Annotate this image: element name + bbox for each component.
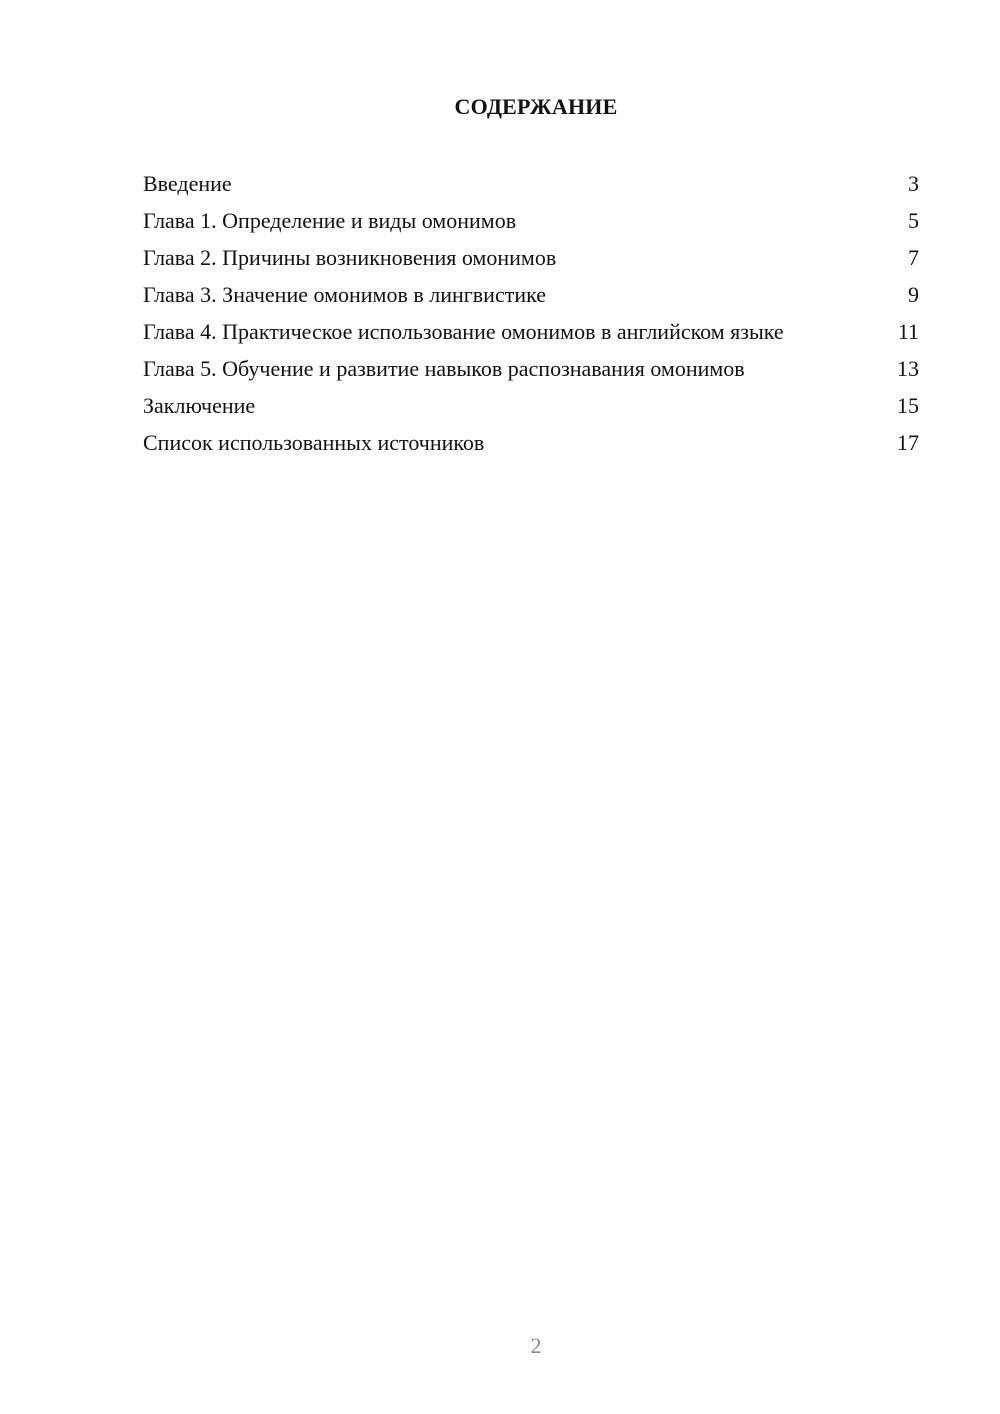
page-title: СОДЕРЖАНИЕ bbox=[454, 94, 618, 119]
toc-entry-label: Список использованных источников bbox=[143, 430, 485, 455]
toc-entry-label: Глава 4. Практическое использование омонимов в английском языке bbox=[143, 319, 784, 344]
toc-entry-conclusion bbox=[143, 392, 919, 419]
toc-entry-chapter-2 bbox=[143, 244, 919, 271]
toc-entry-page: 3 bbox=[908, 171, 919, 196]
toc-entry-references bbox=[143, 429, 919, 456]
toc-entry-label: Глава 1. Определение и виды омонимов bbox=[143, 208, 517, 233]
toc-entry-page: 13 bbox=[897, 356, 919, 381]
toc-entry-page: 9 bbox=[908, 282, 919, 307]
page-number: 2 bbox=[530, 1333, 542, 1358]
toc-entry-chapter-4 bbox=[143, 318, 919, 345]
toc-entry-chapter-5 bbox=[143, 355, 919, 382]
toc-entry-page: 7 bbox=[908, 245, 919, 270]
toc-entry-page: 17 bbox=[897, 430, 919, 455]
toc-entry-chapter-1 bbox=[143, 207, 919, 234]
toc-entry-label: Глава 3. Значение омонимов в лингвистике bbox=[143, 282, 547, 307]
toc-entry-page: 15 bbox=[897, 393, 919, 418]
toc-entry-page: 5 bbox=[908, 208, 919, 233]
toc-entry-label: Заключение bbox=[143, 393, 256, 418]
toc-entry-chapter-3 bbox=[143, 281, 919, 308]
toc-entry-label: Глава 2. Причины возникновения омонимов bbox=[143, 245, 557, 270]
toc-entry-introduction bbox=[143, 170, 919, 197]
toc-entry-label: Введение bbox=[143, 171, 232, 196]
toc-entry-page: 11 bbox=[897, 319, 919, 344]
table-of-contents bbox=[143, 170, 919, 466]
toc-entry-label: Глава 5. Обучение и развитие навыков распознавания омонимов bbox=[143, 356, 745, 381]
